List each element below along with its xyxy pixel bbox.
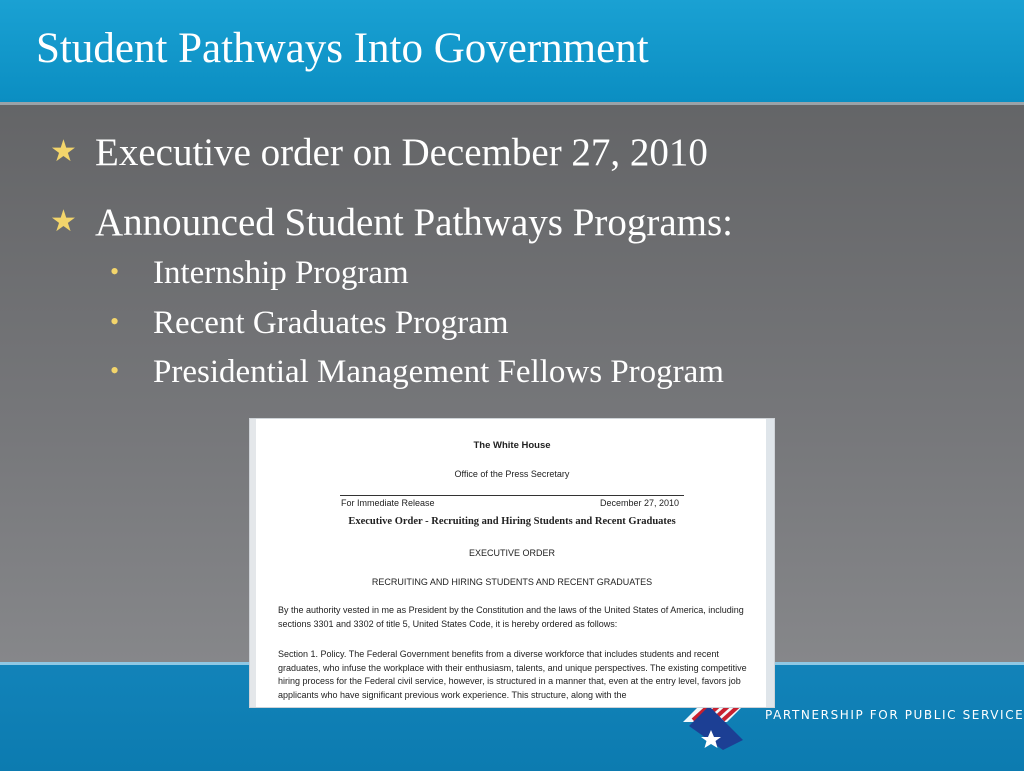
sub-bullet-text: Internship Program	[153, 255, 409, 291]
dot-icon: •	[110, 356, 120, 385]
doc-paragraph-section-1: Section 1. Policy. The Federal Government benefits from a diverse workforce that includes students and recent graduates, who infuse the workplace with their enthusiasm, talents, and unique perspectives. The existing competitive hiring process for the Federal civil service, however, is structured in a manner that, even at the entry level, favors job applicants who have significant previous work experience. This structure, along with the	[278, 649, 747, 700]
bullet-executive-order	[50, 130, 708, 175]
title-bar	[0, 0, 1024, 105]
sub-bullet-text: Presidential Management Fellows Program	[153, 354, 724, 390]
sub-bullet-pmf	[110, 354, 724, 391]
doc-release: For Immediate Release	[341, 498, 435, 508]
dot-icon: •	[110, 307, 120, 336]
dot-icon: •	[110, 257, 120, 286]
doc-divider	[340, 495, 684, 496]
doc-date: December 27, 2010	[600, 498, 680, 508]
executive-order-document-image	[250, 419, 774, 707]
bullet-announced-programs	[50, 200, 733, 245]
doc-title: Executive Order - Recruiting and Hiring Students and Recent Graduates	[348, 516, 676, 527]
doc-heading-recruiting: RECRUITING AND HIRING STUDENTS AND RECENT GRADUATES	[371, 577, 653, 587]
slide-title: Student Pathways Into Government	[36, 25, 649, 72]
sub-bullet-recent-graduates	[110, 305, 509, 342]
star-icon: ★	[50, 205, 77, 238]
doc-header: The White House	[473, 440, 551, 451]
doc-office: Office of the Press Secretary	[454, 469, 570, 479]
partnership-flag-logo-icon	[683, 700, 749, 750]
org-name: PARTNERSHIP FOR PUBLIC SERVICE	[765, 708, 1024, 722]
sub-bullet-text: Recent Graduates Program	[153, 305, 509, 341]
sub-bullet-internship	[110, 255, 409, 292]
doc-paragraph-authority: By the authority vested in me as President by the Constitution and the laws of the United States of America, including sections 3301 and 3302 of title 5, United States Code, it is hereby ordered as follows:	[278, 605, 744, 629]
doc-heading-executive-order: EXECUTIVE ORDER	[468, 548, 555, 558]
bullet-text: Announced Student Pathways Programs:	[95, 201, 734, 244]
star-icon: ★	[50, 135, 77, 168]
bullet-text: Executive order on December 27, 2010	[95, 131, 708, 174]
